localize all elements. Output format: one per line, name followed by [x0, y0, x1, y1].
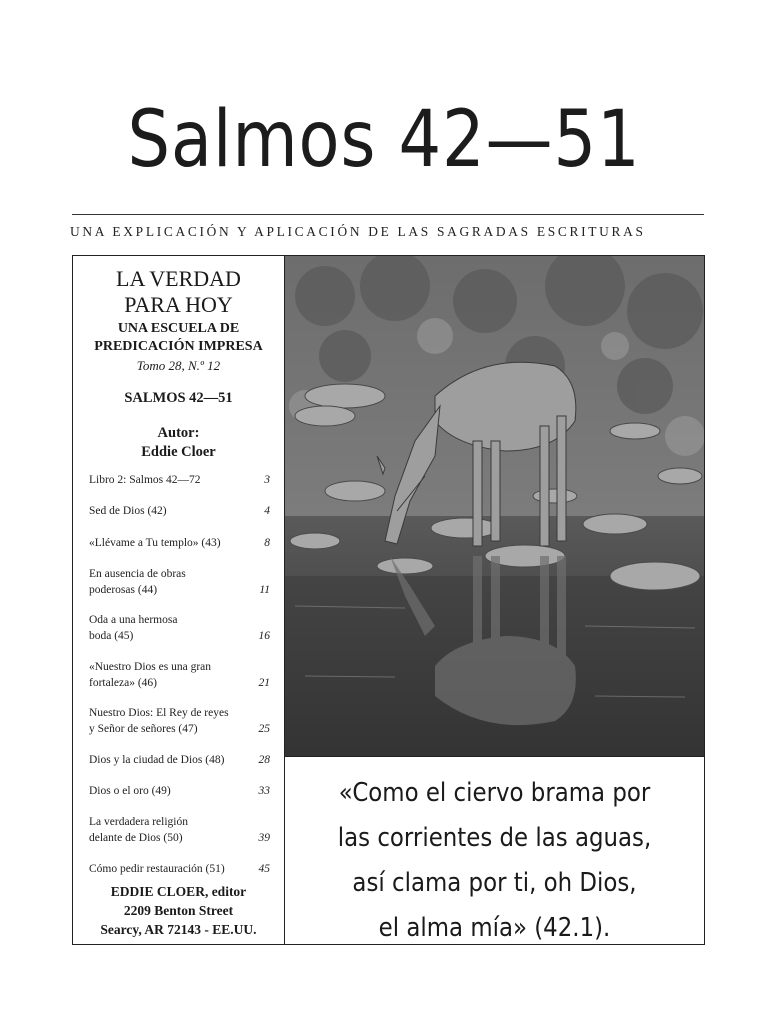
toc-entry-page: 8 [264, 537, 270, 549]
editor-street: 2209 Benton Street [123, 903, 234, 918]
toc-entry [89, 752, 270, 768]
toc-entry [89, 659, 270, 691]
sidebar [73, 256, 285, 944]
toc-entry-title: «Nuestro Dios es una gran [89, 661, 212, 673]
quote-line-2: las corrientes de las aguas, [337, 823, 652, 853]
volume-number: Tomo 28, N.º 12 [136, 358, 221, 373]
book-title: SALMOS 42—51 [124, 390, 233, 406]
toc-entry-title: Sed de Dios (42) [89, 505, 167, 517]
author-label: Autor: [157, 425, 200, 441]
toc-entry-title: Dios o el oro (49) [89, 785, 171, 797]
toc-entry [89, 705, 270, 737]
quote-line-4: el alma mía» (42.1). [378, 913, 611, 943]
toc-entry-page: 28 [258, 754, 270, 766]
toc-entry-page: 4 [264, 505, 270, 517]
publication-title-line-1: LA VERDAD [116, 266, 241, 291]
toc-entry-page: 25 [258, 723, 270, 735]
toc-entry [89, 612, 270, 644]
toc-entry [89, 783, 270, 799]
toc-entry-page: 21 [258, 677, 270, 689]
toc-entry-title: Libro 2: Salmos 42—72 [89, 474, 201, 486]
toc-entry-title: Dios y la ciudad de Dios (48) [89, 754, 225, 766]
school-line-2: PREDICACIÓN IMPRESA [94, 339, 263, 354]
toc-entry-title: Nuestro Dios: El Rey de reyes [89, 707, 229, 719]
toc-entry-page: 11 [259, 584, 270, 596]
editor-address [73, 882, 284, 939]
school-line-1: UNA ESCUELA DE [117, 321, 240, 336]
editor-name: EDDIE CLOER, editor [110, 884, 247, 899]
school-name [73, 320, 284, 356]
toc-entry-page: 3 [264, 474, 270, 486]
quote-line-1: «Como el ciervo brama por [338, 778, 651, 808]
toc-entry-title-cont: poderosas (44) [89, 584, 158, 596]
quote-line-3: así clama por ti, oh Dios, [352, 868, 637, 898]
page-title: Salmos 42—51 [127, 95, 641, 185]
subtitle: UNA EXPLICACIÓN Y APLICACIÓN DE LAS SAGRADAS ESCRITURAS [70, 224, 646, 239]
editor-city: Searcy, AR 72143 - EE.UU. [100, 922, 257, 937]
toc-entry-title-cont: fortaleza» (46) [89, 677, 158, 689]
toc-entry [89, 566, 270, 598]
author [73, 424, 284, 462]
toc-entry-title-cont: y Señor de señores (47) [89, 723, 198, 735]
toc-entry [89, 472, 270, 488]
toc-entry-title: Cómo pedir restauración (51) [89, 863, 225, 875]
publication-title [73, 266, 284, 318]
toc-entry [89, 535, 270, 551]
toc-entry-page: 45 [258, 863, 270, 875]
toc-entry-title-cont: delante de Dios (50) [89, 832, 183, 844]
publication-title-line-2: PARA HOY [124, 292, 233, 317]
toc-entry [89, 861, 270, 877]
author-name: Eddie Cloer [141, 444, 216, 460]
toc-entry-title: La verdadera religión [89, 816, 188, 828]
toc-entry [89, 814, 270, 846]
toc-entry-title: Oda a una hermosa [89, 614, 178, 626]
toc-entry-title-cont: boda (45) [89, 630, 134, 642]
toc-entry-page: 33 [258, 785, 270, 797]
toc-entry-page: 39 [258, 832, 270, 844]
toc-entry-title: En ausencia de obras [89, 568, 186, 580]
toc-entry-page: 16 [258, 630, 270, 642]
pull-quote [285, 757, 704, 944]
toc-entry-title: «Llévame a Tu templo» (43) [89, 537, 221, 549]
content-frame [72, 255, 705, 945]
deer-photo-illustration [285, 256, 704, 756]
title-rule [72, 214, 704, 215]
toc-entry [89, 503, 270, 519]
deer-drinking-photo [285, 256, 704, 757]
